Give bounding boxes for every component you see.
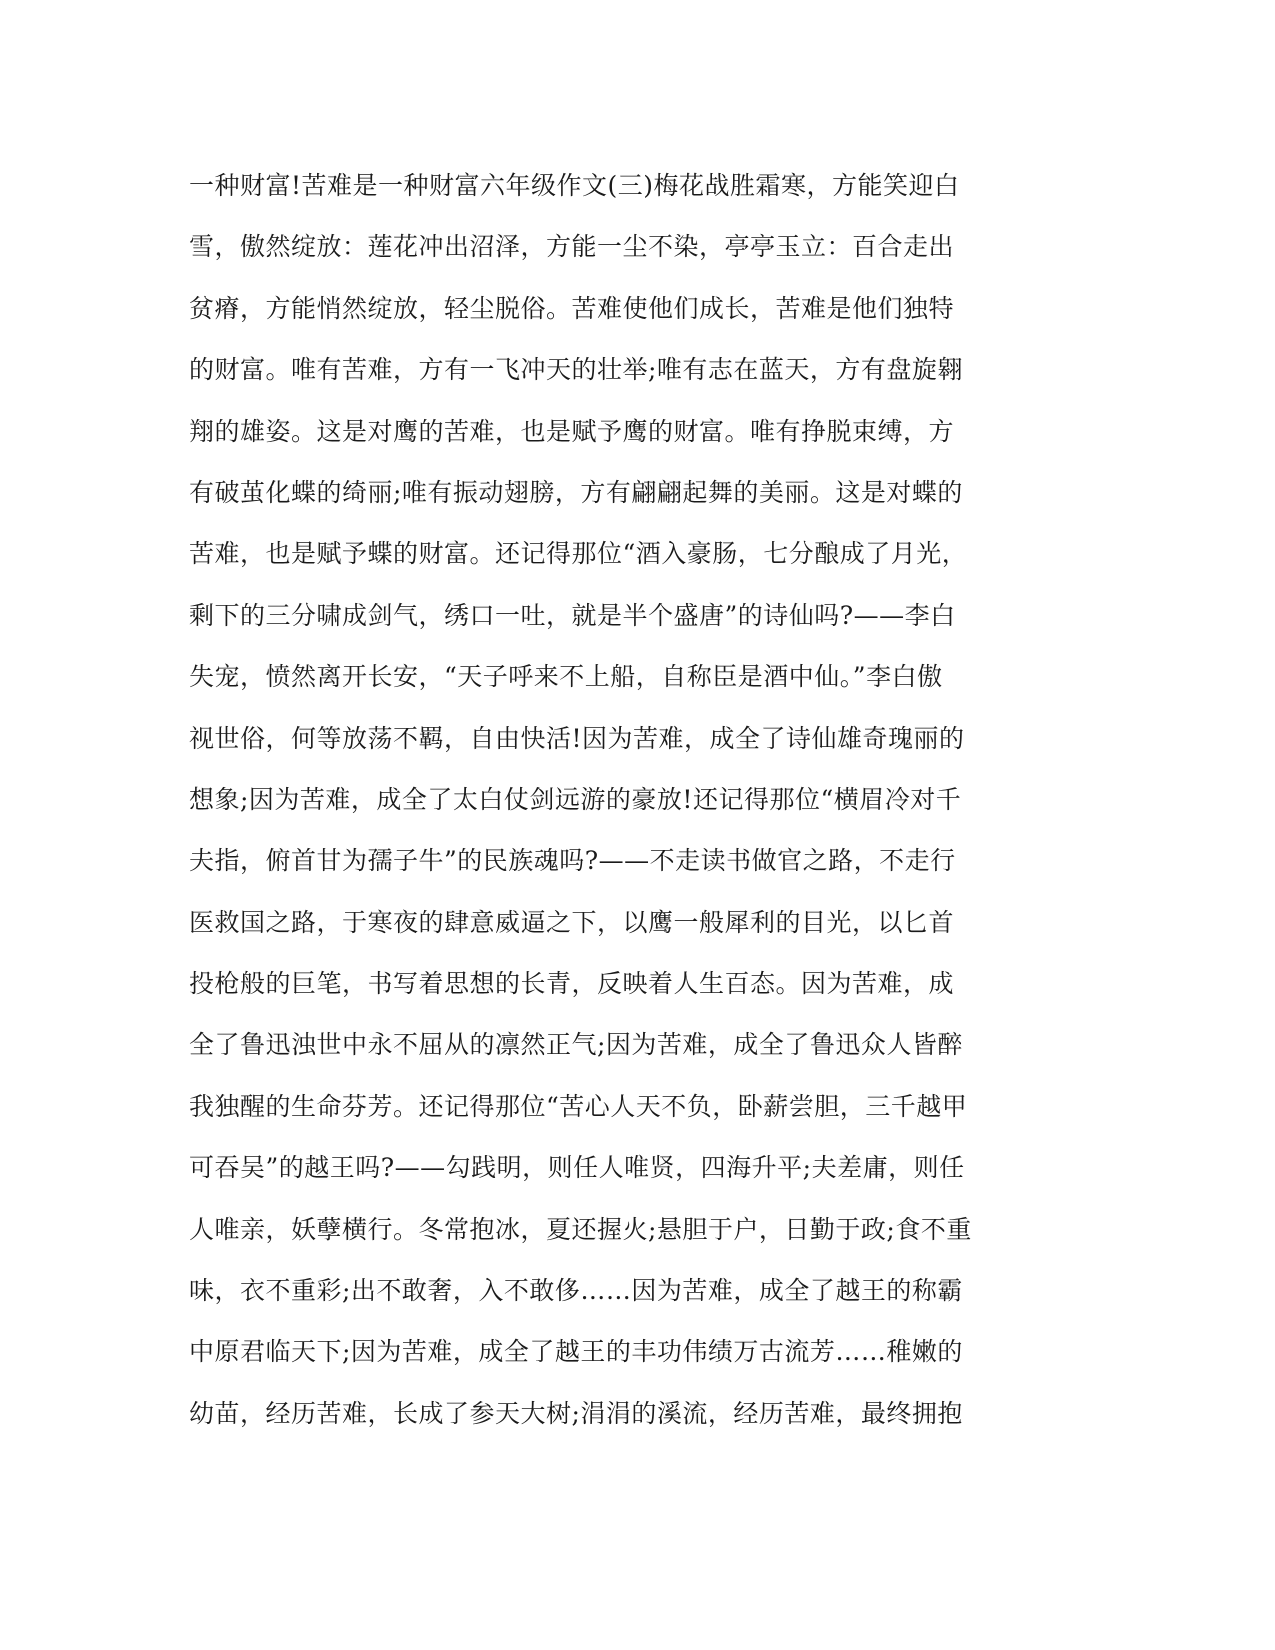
text-line: 中原君临天下;因为苦难，成全了越王的丰功伟绩万古流芳……稚嫩的 [189,1337,963,1367]
text-line: 有破茧化蝶的绮丽;唯有振动翅膀，方有翩翩起舞的美丽。这是对蝶的 [189,477,963,507]
text-line: 苦难，也是赋予蝶的财富。还记得那位“酒入豪肠，七分酿成了月光， [189,539,968,569]
essay-body [189,155,1069,1444]
text-line: 雪，傲然绽放：莲花冲出沼泽，方能一尘不染，亭亭玉立：百合走出 [189,232,955,262]
text-line: 人唯亲，妖孽横行。冬常抱冰，夏还握火;悬胆于户，日勤于政;食不重 [189,1214,972,1244]
text-line: 投枪般的巨笔，书写着思想的长青，反映着人生百态。因为苦难，成 [189,969,955,999]
text-line: 想象;因为苦难，成全了太白仗剑远游的豪放!还记得那位“横眉冷对千 [189,784,962,814]
text-line: 剩下的三分啸成剑气，绣口一吐，就是半个盛唐”的诗仙吗?——李白 [189,600,956,630]
text-line: 翔的雄姿。这是对鹰的苦难，也是赋予鹰的财富。唯有挣脱束缚，方 [189,416,955,446]
text-line: 夫指，俯首甘为孺子牛”的民族魂吗?——不走读书做官之路，不走行 [189,846,956,876]
text-line: 幼苗，经历苦难，长成了参天大树;涓涓的溪流，经历苦难，最终拥抱 [189,1398,963,1428]
text-line: 可吞吴”的越王吗?——勾践明，则任人唯贤，四海升平;夫差庸，则任 [189,1153,965,1183]
text-line: 味，衣不重彩;出不敢奢，入不敢侈……因为苦难，成全了越王的称霸 [189,1276,963,1306]
text-line: 视世俗，何等放荡不羁，自由快活!因为苦难，成全了诗仙雄奇瑰丽的 [189,723,965,753]
text-line: 我独醒的生命芬芳。还记得那位“苦心人天不负，卧薪尝胆，三千越甲 [189,1091,968,1121]
text-line: 全了鲁迅浊世中永不屈从的凛然正气;因为苦难，成全了鲁迅众人皆醉 [189,1030,963,1060]
text-line: 贫瘠，方能悄然绽放，轻尘脱俗。苦难使他们成长，苦难是他们独特 [189,293,955,323]
text-line: 失宠，愤然离开长安，“天子呼来不上船，自称臣是酒中仙。”李白傲 [189,662,943,692]
text-line: 一种财富!苦难是一种财富六年级作文(三)梅花战胜霜寒，方能笑迎白 [189,171,960,200]
text-line: 的财富。唯有苦难，方有一飞冲天的壮举;唯有志在蓝天，方有盘旋翱 [189,355,963,385]
text-line: 医救国之路，于寒夜的肆意威逼之下，以鹰一般犀利的目光，以匕首 [189,907,955,937]
